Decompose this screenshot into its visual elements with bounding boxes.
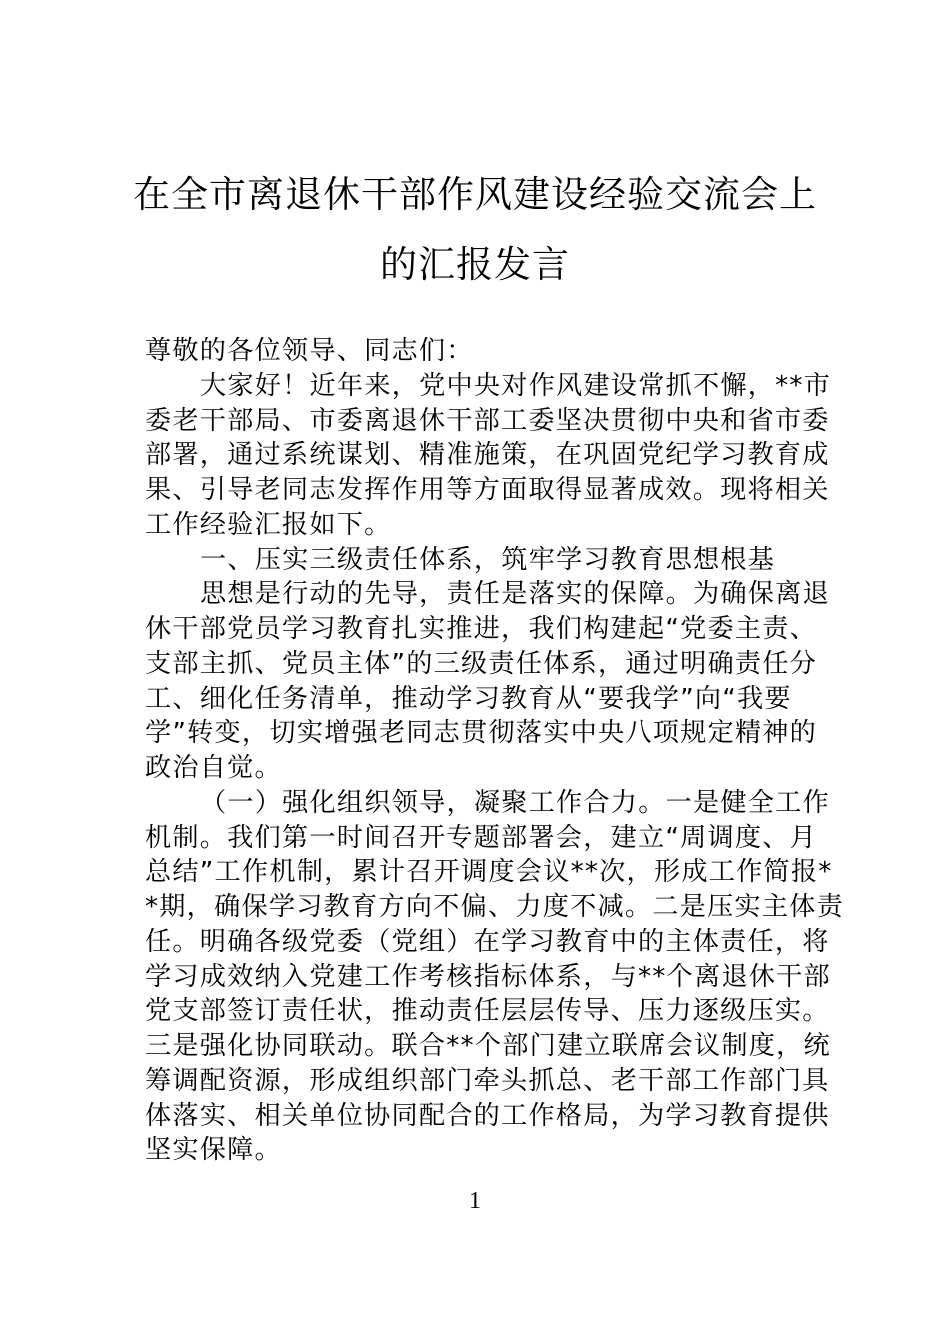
text-line: 总结”工作机制，累计召开调度会议**次，形成工作简报* bbox=[145, 857, 833, 888]
section-heading bbox=[145, 543, 815, 578]
document-title-line-1: 在全市离退休干部作风建设经验交流会上 bbox=[133, 173, 817, 216]
paragraph bbox=[145, 577, 830, 786]
text-line: 一、压实三级责任体系，筑牢学习教育思想根基 bbox=[200, 544, 776, 575]
text-line: 筹调配资源，形成组织部门牵头抓总、老干部工作部门具 bbox=[145, 1065, 830, 1096]
paragraph bbox=[145, 786, 844, 1168]
text-line: 支部主抓、党员主体”的三级责任体系，通过明确责任分 bbox=[145, 648, 818, 679]
text-line: 委老干部局、市委离退休干部工委坚决贯彻中央和省市委 bbox=[145, 405, 830, 436]
text-line: 机制。我们第一时间召开专题部署会，建立“周调度、月 bbox=[145, 822, 818, 853]
text-line: 部署，通过系统谋划、精准施策，在巩固党纪学习教育成 bbox=[145, 440, 830, 471]
document-body bbox=[145, 334, 844, 1168]
text-line: 体落实、相关单位协同配合的工作格局，为学习教育提供 bbox=[145, 1100, 830, 1131]
text-line: 工作经验汇报如下。 bbox=[145, 509, 392, 540]
salutation: 尊敬的各位领导、同志们： bbox=[145, 336, 474, 366]
text-line: 果、引导老同志发挥作用等方面取得显著成效。现将相关 bbox=[145, 475, 830, 505]
paragraph bbox=[145, 369, 832, 543]
text-line: *期，确保学习教育方向不偏、力度不减。二是压实主体责 bbox=[145, 892, 844, 922]
text-line: 坚实保障。 bbox=[145, 1135, 282, 1166]
text-line: 三是强化协同联动。联合**个部门建立联席会议制度，统 bbox=[145, 1031, 831, 1061]
text-line: 思想是行动的先导，责任是落实的保障。为确保离退 bbox=[200, 579, 830, 610]
text-line: 学习成效纳入党建工作考核指标体系，与**个离退休干部 bbox=[145, 961, 831, 992]
text-line: 工、细化任务清单，推动学习教育从“要我学”向“我要 bbox=[145, 683, 792, 714]
text-line: （一）强化组织领导，凝聚工作合力。一是健全工作 bbox=[200, 787, 830, 818]
text-line: 党支部签订责任状，推动责任层层传导、压力逐级压实。 bbox=[145, 996, 830, 1027]
text-line: 大家好！近年来，党中央对作风建设常抓不懈，**市 bbox=[200, 370, 832, 401]
page-number: 1 bbox=[469, 1188, 481, 1214]
text-line: 任。明确各级党委（党组）在学习教育中的主体责任，将 bbox=[145, 926, 830, 957]
text-line: 学”转变，切实增强老同志贯彻落实中央八项规定精神的 bbox=[145, 718, 818, 749]
document-title-line-2: 的汇报发言 bbox=[380, 243, 570, 286]
text-line: 休干部党员学习教育扎实推进，我们构建起“党委主责、 bbox=[145, 614, 818, 644]
text-line: 政治自觉。 bbox=[145, 753, 282, 783]
